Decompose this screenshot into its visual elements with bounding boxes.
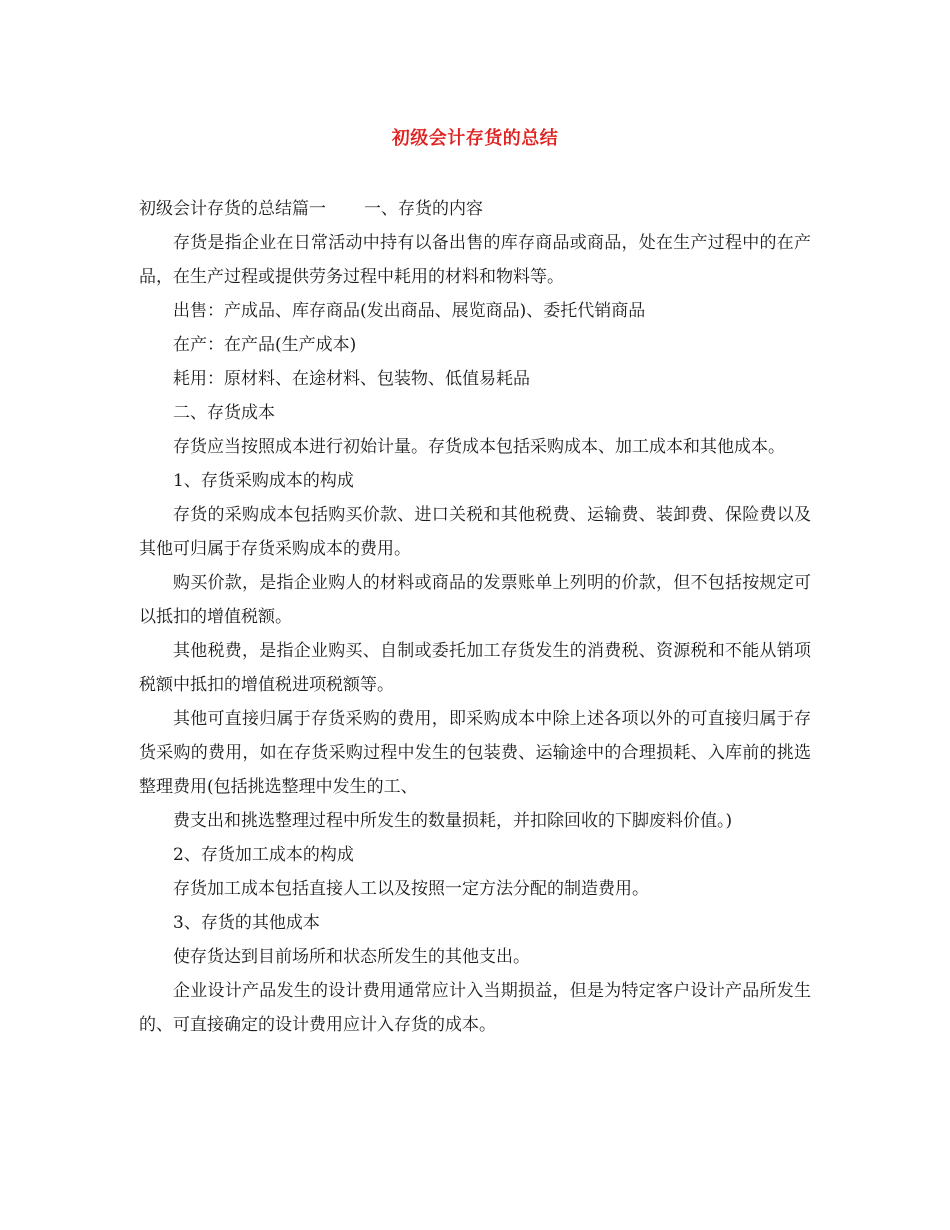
paragraph: 存货是指企业在日常活动中持有以备出售的库存商品或商品，处在生产过程中的在产品，在生产过程或提供劳务过程中耗用的材料和物料等。 — [139, 233, 811, 287]
subsection-heading: 1、存货采购成本的构成 — [173, 471, 354, 491]
paragraph: 其他可直接归属于存货采购的费用，即采购成本中除上述各项以外的可直接归属于存货采购的费用，如在存货采购过程中发生的包装费、运输途中的合理损耗、入库前的挑选整理费用(包括挑选整理中发生的工、 — [139, 709, 811, 797]
paragraph: 存货的采购成本包括购买价款、进口关税和其他税费、运输费、装卸费、保险费以及其他可归属于存货采购成本的费用。 — [139, 505, 811, 559]
paragraph: 企业设计产品发生的设计费用通常应计入当期损益，但是为特定客户设计产品所发生的、可直接确定的设计费用应计入存货的成本。 — [139, 981, 811, 1035]
subsection-heading: 2、存货加工成本的构成 — [173, 845, 354, 865]
section-heading: 一、存货的内容 — [364, 199, 483, 219]
paragraph: 出售：产成品、库存商品(发出商品、展览商品)、委托代销商品 — [173, 301, 646, 321]
section-heading: 二、存货成本 — [173, 403, 275, 423]
document-title: 初级会计存货的总结 — [391, 128, 559, 149]
paragraph: 耗用：原材料、在途材料、包装物、低值易耗品 — [173, 369, 530, 389]
article-heading: 初级会计存货的总结篇一 — [139, 199, 326, 219]
paragraph: 在产：在产品(生产成本) — [173, 335, 357, 355]
paragraph: 存货应当按照成本进行初始计量。存货成本包括采购成本、加工成本和其他成本。 — [173, 437, 785, 457]
paragraph: 费支出和挑选整理过程中所发生的数量损耗，并扣除回收的下脚废料价值。) — [173, 811, 733, 831]
paragraph: 存货加工成本包括直接人工以及按照一定方法分配的制造费用。 — [173, 879, 649, 899]
paragraph: 使存货达到目前场所和状态所发生的其他支出。 — [173, 947, 530, 967]
document-body — [139, 192, 811, 1042]
subsection-heading: 3、存货的其他成本 — [173, 913, 320, 933]
section-header-line — [139, 192, 811, 226]
paragraph: 其他税费，是指企业购买、自制或委托加工存货发生的消费税、资源税和不能从销项税额中抵扣的增值税进项税额等。 — [139, 641, 811, 695]
paragraph: 购买价款，是指企业购人的材料或商品的发票账单上列明的价款，但不包括按规定可以抵扣的增值税额。 — [139, 573, 811, 627]
